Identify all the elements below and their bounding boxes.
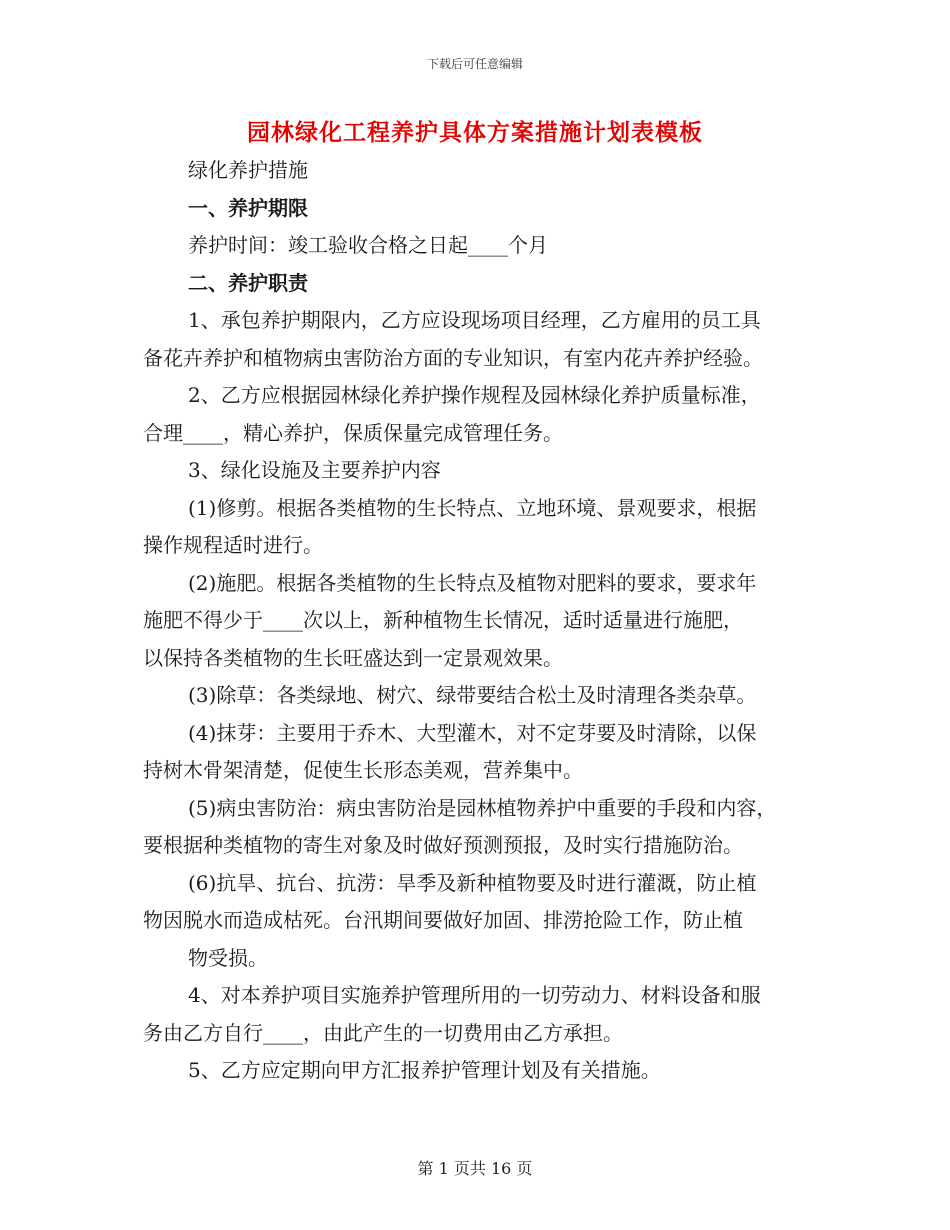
paragraph-line: 施肥不得少于____次以上，新种植物生长情况，适时适量进行施肥，	[143, 608, 743, 632]
paragraph-line: (6)抗旱、抗台、抗涝：旱季及新种植物要及时进行灌溉，防止植	[188, 870, 757, 895]
paragraph-line: 2、乙方应根据园林绿化养护操作规程及园林绿化养护质量标准，	[188, 383, 761, 407]
paragraph-line: 3、绿化设施及主要养护内容	[188, 458, 441, 482]
paragraph-line: (1)修剪。根据各类植物的生长特点、立地环境、景观要求，根据	[188, 495, 757, 520]
document-title: 园林绿化工程养护具体方案措施计划表模板	[247, 119, 703, 146]
paragraph-line: 要根据种类植物的寄生对象及时做好预测预报，及时实行措施防治。	[143, 833, 743, 857]
paragraph-line: 持树木骨架清楚，促使生长形态美观，营养集中。	[143, 758, 583, 782]
paragraph-line: 务由乙方自行____，由此产生的一切费用由乙方承担。	[143, 1020, 623, 1045]
section-heading-duties: 二、养护职责	[188, 270, 308, 295]
paragraph-line: 1、承包养护期限内，乙方应设现场项目经理，乙方雇用的员工具	[188, 308, 761, 332]
paragraph-line: 养护时间：竣工验收合格之日起____个月	[188, 233, 548, 257]
paragraph-line: 5、乙方应定期向甲方汇报养护管理计划及有关措施。	[188, 1058, 661, 1082]
document-body	[143, 152, 823, 1090]
section-heading-measures: 绿化养护措施	[188, 158, 308, 182]
paragraph-line: 操作规程适时进行。	[143, 533, 323, 557]
section-heading-period: 一、养护期限	[188, 195, 308, 220]
paragraph-line: (2)施肥。根据各类植物的生长特点及植物对肥料的要求，要求年	[188, 570, 757, 595]
paragraph-line: 4、对本养护项目实施养护管理所用的一切劳动力、材料设备和服	[188, 983, 761, 1007]
paragraph-line: (5)病虫害防治：病虫害防治是园林植物养护中重要的手段和内容，	[188, 795, 777, 820]
page-footer: 第 1 页共 16 页	[417, 1159, 533, 1178]
paragraph-line: (4)抹芽：主要用于乔木、大型灌木，对不定芽要及时清除，以保	[188, 720, 757, 745]
paragraph-line: 备花卉养护和植物病虫害防治方面的专业知识，有室内花卉养护经验。	[143, 345, 763, 370]
header-note: 下载后可任意编辑	[426, 57, 523, 71]
paragraph-line: 物因脱水而造成枯死。台汛期间要做好加固、排涝抢险工作，防止植	[143, 908, 743, 932]
paragraph-line: (3)除草：各类绿地、树穴、绿带要结合松土及时清理各类杂草。	[188, 683, 757, 707]
paragraph-line: 以保持各类植物的生长旺盛达到一定景观效果。	[143, 645, 563, 670]
paragraph-line: 物受损。	[188, 945, 268, 970]
paragraph-line: 合理____，精心养护，保质保量完成管理任务。	[143, 420, 563, 445]
